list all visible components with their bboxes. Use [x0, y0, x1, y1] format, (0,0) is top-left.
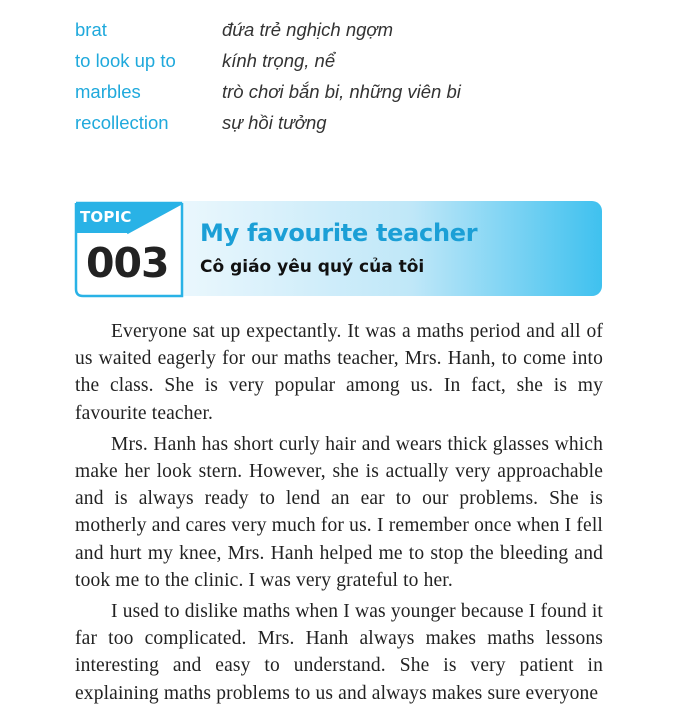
vocab-meaning: sự hồi tưởng	[222, 111, 327, 133]
vocab-row	[75, 45, 461, 76]
topic-label: TOPIC	[80, 208, 132, 226]
paragraph: Mrs. Hanh has short curly hair and wears thick glasses which make her look stern. However, she is actually very approachable and is always ready to lend an ear to our problems. She is motherly and cares very much for us. I remember once when I fell and hurt my knee, Mrs. Hanh helped me to stop the bleeding and took me to the clinic. I was very grateful to her.	[75, 433, 603, 591]
vocab-meaning: kính trọng, nể	[222, 49, 336, 71]
vocab-word: marbles	[75, 80, 141, 102]
topic-badge	[73, 200, 185, 298]
vocabulary-list	[75, 14, 461, 138]
vocab-meaning: đứa trẻ nghịch ngợm	[222, 18, 393, 40]
article-body	[75, 318, 603, 711]
topic-number: 003	[86, 239, 169, 287]
topic-title: My favourite teacher	[200, 219, 478, 247]
vocab-word: recollection	[75, 111, 169, 133]
vocab-word: brat	[75, 18, 107, 40]
topic-banner	[182, 201, 602, 296]
paragraph: Everyone sat up expectantly. It was a maths period and all of us waited eagerly for our maths teacher, Mrs. Hanh, to come into the class. She is very popular among us. In fact, she is my favourite teacher.	[75, 321, 603, 424]
vocab-row	[75, 76, 461, 107]
topic-subtitle: Cô giáo yêu quý của tôi	[200, 257, 425, 277]
paragraph: I used to dislike maths when I was younger because I found it far too complicated. Mrs. Hanh always makes maths lessons interesting and easy to understand. She is very patient in explaining maths problems to us and always makes sure everyone	[75, 601, 603, 704]
vocab-meaning: trò chơi bắn bi, những viên bi	[222, 80, 461, 102]
vocab-row	[75, 14, 461, 45]
vocab-row	[75, 107, 461, 138]
vocab-word: to look up to	[75, 49, 176, 71]
